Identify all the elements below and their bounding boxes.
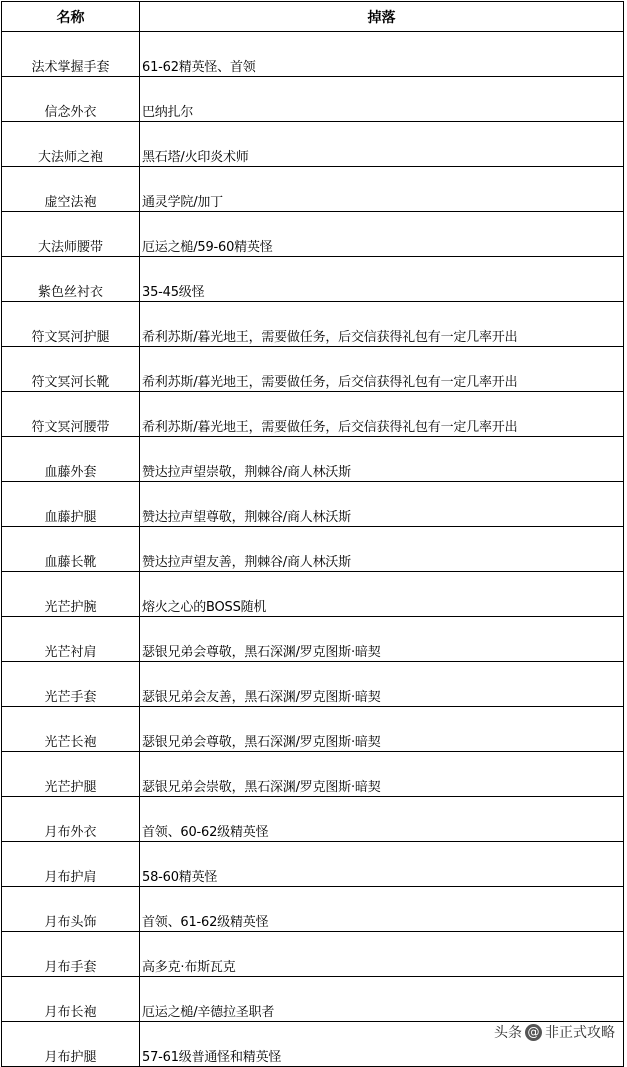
table-row [2, 302, 624, 347]
table-row [2, 212, 624, 257]
item-drop: 厄运之槌/59-60精英怪 [140, 212, 624, 257]
item-drop: 赞达拉声望友善，荆棘谷/商人林沃斯 [140, 527, 624, 572]
item-drop: 58-60精英怪 [140, 842, 624, 887]
table-row [2, 977, 624, 1022]
item-drop: 瑟银兄弟会友善，黑石深渊/罗克图斯·暗契 [140, 662, 624, 707]
item-name: 虚空法袍 [2, 167, 140, 212]
item-name: 月布手套 [2, 932, 140, 977]
item-drop: 通灵学院/加丁 [140, 167, 624, 212]
item-drop: 瑟银兄弟会崇敬，黑石深渊/罗克图斯·暗契 [140, 752, 624, 797]
item-name: 光芒衬肩 [2, 617, 140, 662]
watermark [494, 1022, 615, 1042]
item-drop: 熔火之心的BOSS随机 [140, 572, 624, 617]
table-row [2, 77, 624, 122]
item-drop: 赞达拉声望崇敬，荆棘谷/商人林沃斯 [140, 437, 624, 482]
table-row [2, 797, 624, 842]
item-name: 紫色丝衬衣 [2, 257, 140, 302]
item-name: 符文冥河长靴 [2, 347, 140, 392]
item-name: 光芒护腕 [2, 572, 140, 617]
table-row [2, 437, 624, 482]
table-row [2, 842, 624, 887]
item-name: 大法师腰带 [2, 212, 140, 257]
item-drop: 希利苏斯/暮光地王，需要做任务，后交信获得礼包有一定几率开出 [140, 392, 624, 437]
watermark-prefix: 头条 [494, 1025, 522, 1041]
table-row [2, 752, 624, 797]
item-drop: 希利苏斯/暮光地王，需要做任务，后交信获得礼包有一定几率开出 [140, 302, 624, 347]
item-drop: 厄运之槌/辛德拉圣职者 [140, 977, 624, 1022]
item-name: 法术掌握手套 [2, 32, 140, 77]
item-drop: 黑石塔/火印炎术师 [140, 122, 624, 167]
item-name: 大法师之袍 [2, 122, 140, 167]
drop-table [1, 1, 624, 1067]
item-name: 符文冥河护腿 [2, 302, 140, 347]
table-row [2, 257, 624, 302]
table-row [2, 482, 624, 527]
table-row [2, 707, 624, 752]
table-row [2, 347, 624, 392]
item-drop: 希利苏斯/暮光地王，需要做任务，后交信获得礼包有一定几率开出 [140, 347, 624, 392]
table-row [2, 527, 624, 572]
item-name: 月布护腿 [2, 1022, 140, 1067]
item-name: 信念外衣 [2, 77, 140, 122]
item-drop: 巴纳扎尔 [140, 77, 624, 122]
at-icon: @ [525, 1024, 542, 1041]
item-name: 血藤长靴 [2, 527, 140, 572]
item-drop: 高多克·布斯瓦克 [140, 932, 624, 977]
watermark-author: 非正式攻略 [545, 1025, 615, 1041]
table-row [2, 392, 624, 437]
item-name: 光芒长袍 [2, 707, 140, 752]
table-row [2, 932, 624, 977]
item-name: 月布长袍 [2, 977, 140, 1022]
table-row [2, 122, 624, 167]
table-row [2, 662, 624, 707]
item-name: 月布护肩 [2, 842, 140, 887]
item-drop: 61-62精英怪、首领 [140, 32, 624, 77]
item-drop: 首领、61-62级精英怪 [140, 887, 624, 932]
table-row [2, 572, 624, 617]
item-drop: 赞达拉声望尊敬，荆棘谷/商人林沃斯 [140, 482, 624, 527]
item-drop: 首领、60-62级精英怪 [140, 797, 624, 842]
item-name: 血藤护腿 [2, 482, 140, 527]
header-name: 名称 [2, 2, 140, 32]
item-drop: 瑟银兄弟会尊敬，黑石深渊/罗克图斯·暗契 [140, 707, 624, 752]
item-drop: 瑟银兄弟会尊敬，黑石深渊/罗克图斯·暗契 [140, 617, 624, 662]
header-row [2, 2, 624, 32]
item-drop: 35-45级怪 [140, 257, 624, 302]
item-name: 月布外衣 [2, 797, 140, 842]
item-name: 血藤外套 [2, 437, 140, 482]
item-name: 光芒手套 [2, 662, 140, 707]
header-drop: 掉落 [140, 2, 624, 32]
table-row [2, 32, 624, 77]
table-row [2, 617, 624, 662]
item-name: 符文冥河腰带 [2, 392, 140, 437]
table-row [2, 167, 624, 212]
item-name: 月布头饰 [2, 887, 140, 932]
item-name: 光芒护腿 [2, 752, 140, 797]
item-drop: 57-61级普通怪和精英怪 [140, 1022, 624, 1067]
table-row [2, 887, 624, 932]
